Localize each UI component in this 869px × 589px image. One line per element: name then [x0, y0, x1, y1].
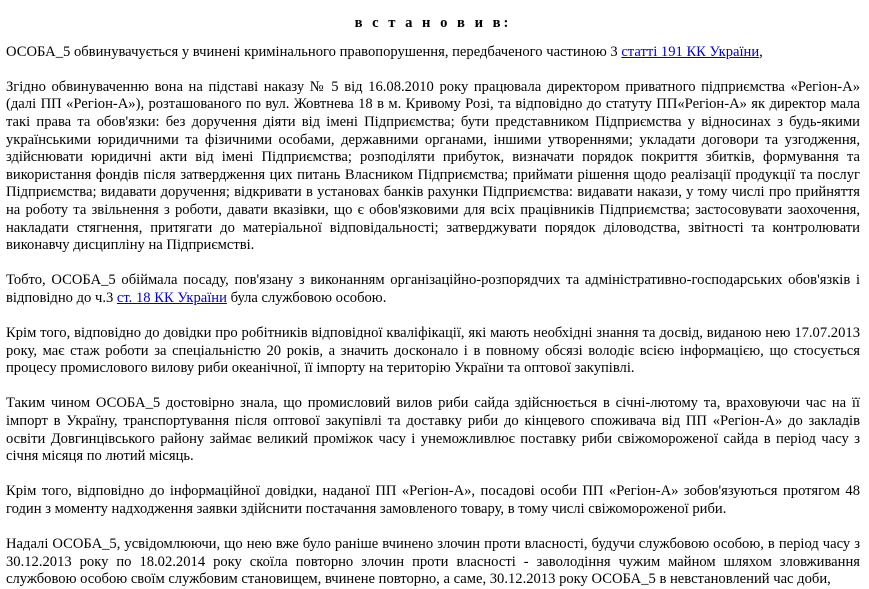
paragraph-charge-end: , [759, 43, 763, 60]
paragraph-offense: Надалі ОСОБА_5, усвідомлюючи, що нею вже було раніше вчинено злочин проти власності, будучи службовою особою, в період часу з 30.12.2013 року по 18.02.2014 року скоїла повторно злочин проти власності - заволодіння чужим майном шляхом зловживання службовою особою своїм службовим становищем, вчинене повторно, а саме, 30.12.2013 року ОСОБА_5 в невстановлений час доби, [6, 536, 860, 588]
paragraph-official-status-text: Тобто, ОСОБА_5 обіймала посаду, пов'язану з виконанням організаційно-розпорядчих та адміністративно-господарських обов'язків і відповідно до ч.3 [6, 272, 860, 306]
article-18-link[interactable]: ст. 18 КК України [116, 289, 227, 306]
article-191-link[interactable]: статті 191 КК України [621, 43, 760, 60]
paragraph-charge [6, 44, 860, 62]
paragraph-official-status [6, 272, 860, 307]
paragraph-fishing-season: Таким чином ОСОБА_5 достовірно знала, що промисловий вилов риби сайда здійснюється в січні-лютому та, враховуючи час на її імпорт в Україну, транспортування після оптової закупівлі та доставку риби до кінцевого споживача від ПП «Регіон-А» до закладів освіти Довгинцівського району займає великий проміжок часу і унеможливлює поставку риби свіжомороженої сайда в період часу з січня місяця по лютий місяць. [6, 395, 860, 465]
paragraph-official-status-end: була службовою особою. [226, 289, 387, 306]
paragraph-experience: Крім того, відповідно до довідки про робітників відповідної кваліфікації, які мають необхідні знання та досвід, виданою нею 17.07.2013 року, має стаж роботи за спеціальністю 20 років, а значить досконало і в повному обсязі володіє всією інформацією, що стосується процесу промислового вилову риби океанічної, її імпорту на територію України та оптової закупівлі. [6, 325, 860, 377]
paragraph-supply-terms: Крім того, відповідно до інформаційної довідки, наданої ПП «Регіон-А», посадові особи ПП «Регіон-А» зобов'язуються протягом 48 годин з моменту надходження заявки здійснити постачання замовленого товару, в тому числі свіжомороженої риби. [6, 483, 860, 518]
paragraph-charge-text: ОСОБА_5 обвинувачується у вчинені кримінального правопорушення, передбаченого частиною 3 [6, 43, 622, 60]
document-heading: в с т а н о в и в: [354, 15, 512, 31]
paragraph-duties: Згідно обвинуваченню вона на підставі наказу № 5 від 16.08.2010 року працювала директором приватного підприємства «Регіон-А» (далі ПП «Регіон-А»), розташованого по вул. Жовтнева 18 в м. Кривому Розі, та відповідно до статуту ПП«Регіон-А» як директор мала такі права та обов'язки: без доручення діяти від імені Підприємства; бути представником Підприємства у відносинах з будь-якими українськими юридичними та фізичними особами, державними органами, іншими утвореннями; укладати договори та узгодження, здійснювати юридичні акти від імені Підприємства; розподіляти прибуток, визначати порядок покриття збитків, формування та використання фондів після затвердження цих питань Власником Підприємства; приймати рішення щодо реалізації продукції та послуг Підприємства; видавати доручення; відкривати в установах банків рахунки Підприємства: видавати накази, у тому числі про прийняття на роботу та звільнення з роботи, давати вказівки, що є обов'язковими для всіх працівників Підприємства; застосовувати заохочення, накладати стягнення, притягати до матеріальної відповідальності; затверджувати порядок діловодства, звітності та контролювати виконавчу дисципліну на Підприємстві. [6, 78, 860, 254]
